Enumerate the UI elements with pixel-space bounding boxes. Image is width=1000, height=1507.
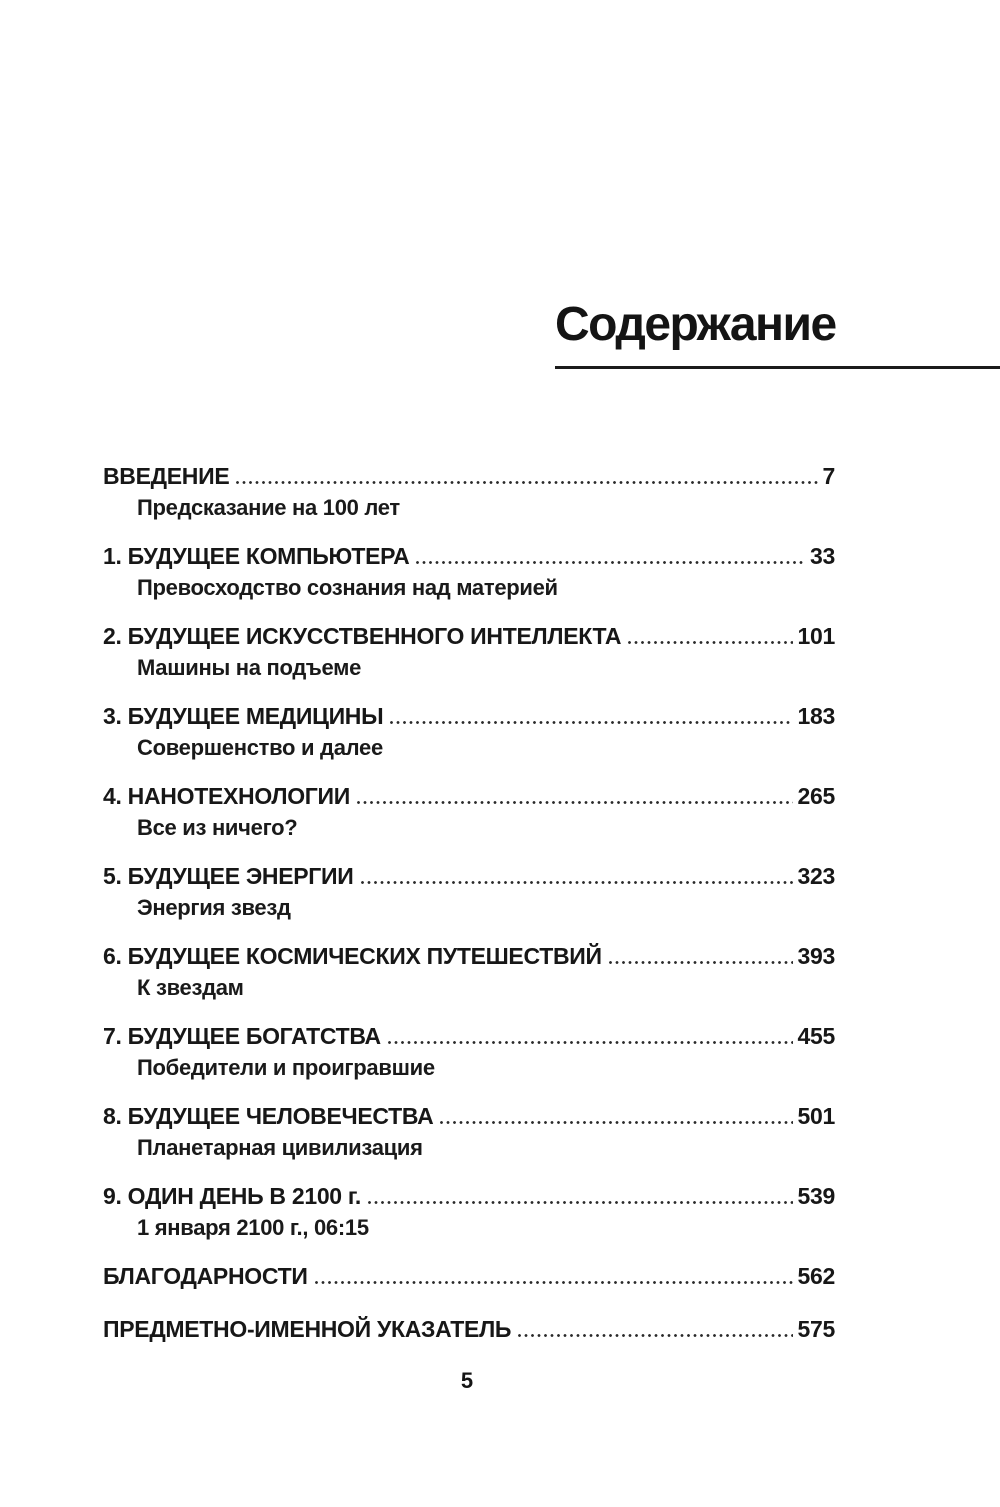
toc-entry — [103, 1264, 835, 1289]
toc-entry-label: ПРЕДМЕТНО-ИМЕННОЙ УКАЗАТЕЛЬ — [103, 1316, 512, 1342]
toc-entry-page: 101 — [797, 623, 835, 649]
toc-entry-subtitle: 1 января 2100 г., 06:15 — [137, 1215, 369, 1240]
toc-entry — [103, 784, 835, 840]
toc-entry-main — [103, 704, 835, 729]
leader-dots — [609, 961, 793, 964]
toc-entry-label: 7. БУДУЩЕЕ БОГАТСТВА — [103, 1023, 381, 1049]
toc-entry — [103, 864, 835, 920]
toc-entry — [103, 1104, 835, 1160]
toc-entry-label: 1. БУДУЩЕЕ КОМПЬЮТЕРА — [103, 543, 410, 569]
folio-page-number: 5 — [460, 1368, 474, 1393]
contents-header — [555, 300, 1000, 369]
toc-entry-subtitle: Превосходство сознания над материей — [137, 575, 558, 600]
toc-entry-page: 539 — [797, 1183, 835, 1209]
toc-entry-page: 562 — [797, 1263, 835, 1289]
toc-entry — [103, 1024, 835, 1080]
toc-entry — [103, 464, 835, 520]
toc-entry-label: ВВЕДЕНИЕ — [103, 463, 230, 489]
leader-dots — [315, 1281, 793, 1284]
toc-entry-label: 3. БУДУЩЕЕ МЕДИЦИНЫ — [103, 703, 384, 729]
toc-entry-label: 2. БУДУЩЕЕ ИСКУССТВЕННОГО ИНТЕЛЛЕКТА — [103, 623, 622, 649]
toc-entry-label: 5. БУДУЩЕЕ ЭНЕРГИИ — [103, 863, 354, 889]
toc-entry-main — [103, 1184, 835, 1209]
toc-entry-main — [103, 1024, 835, 1049]
title-rule — [555, 366, 1000, 369]
toc-entry — [103, 624, 835, 680]
leader-dots — [357, 801, 793, 804]
toc-entry-page: 183 — [797, 703, 835, 729]
toc-entry-subtitle: Все из ничего? — [137, 815, 298, 840]
toc-entry-main — [103, 1104, 835, 1129]
toc-entry — [103, 1184, 835, 1240]
toc-entry-subtitle: Планетарная цивилизация — [137, 1135, 423, 1160]
toc-entry-page: 33 — [810, 543, 835, 569]
toc-entry-page: 265 — [797, 783, 835, 809]
toc-entry-label: 9. ОДИН ДЕНЬ В 2100 г. — [103, 1183, 361, 1209]
toc-entry-subtitle: Победители и проигравшие — [137, 1055, 435, 1080]
toc-entry-subtitle: Энергия звезд — [137, 895, 291, 920]
leader-dots — [236, 481, 817, 484]
leader-dots — [518, 1334, 792, 1337]
toc-entry — [103, 704, 835, 760]
toc-entry-main — [103, 464, 835, 489]
toc-entry-main — [103, 864, 835, 889]
toc-entry-main — [103, 944, 835, 969]
leader-dots — [628, 641, 792, 644]
toc-entry-subtitle: Совершенство и далее — [137, 735, 383, 760]
toc-entry-subtitle: Машины на подъеме — [137, 655, 362, 680]
toc-entry-label: 4. НАНОТЕХНОЛОГИИ — [103, 783, 350, 809]
toc-entry-page: 393 — [797, 943, 835, 969]
toc-entry-main — [103, 1317, 835, 1342]
leader-dots — [440, 1121, 792, 1124]
toc-entry-main — [103, 544, 835, 569]
toc-entry-page: 455 — [797, 1023, 835, 1049]
page-title: Содержание — [555, 298, 836, 351]
toc-entry — [103, 544, 835, 600]
toc-entry-page: 7 — [822, 463, 835, 489]
toc-entry-main — [103, 1264, 835, 1289]
leader-dots — [361, 881, 793, 884]
toc-entry-page: 575 — [797, 1316, 835, 1342]
toc-entry-label: БЛАГОДАРНОСТИ — [103, 1263, 308, 1289]
toc-entry-subtitle: К звездам — [137, 975, 244, 1000]
leader-dots — [368, 1201, 793, 1204]
toc-entry-main — [103, 624, 835, 649]
toc-entry-label: 8. БУДУЩЕЕ ЧЕЛОВЕЧЕСТВА — [103, 1103, 434, 1129]
toc-entry-label: 6. БУДУЩЕЕ КОСМИЧЕСКИХ ПУТЕШЕСТВИЙ — [103, 943, 602, 969]
toc-entry-subtitle: Предсказание на 100 лет — [137, 495, 400, 520]
toc-entry-main — [103, 784, 835, 809]
toc-list — [103, 464, 835, 1370]
leader-dots — [388, 1041, 793, 1044]
toc-entry-page: 501 — [797, 1103, 835, 1129]
leader-dots — [390, 721, 792, 724]
leader-dots — [416, 561, 805, 564]
toc-entry — [103, 944, 835, 1000]
toc-entry — [103, 1317, 835, 1342]
toc-entry-page: 323 — [797, 863, 835, 889]
